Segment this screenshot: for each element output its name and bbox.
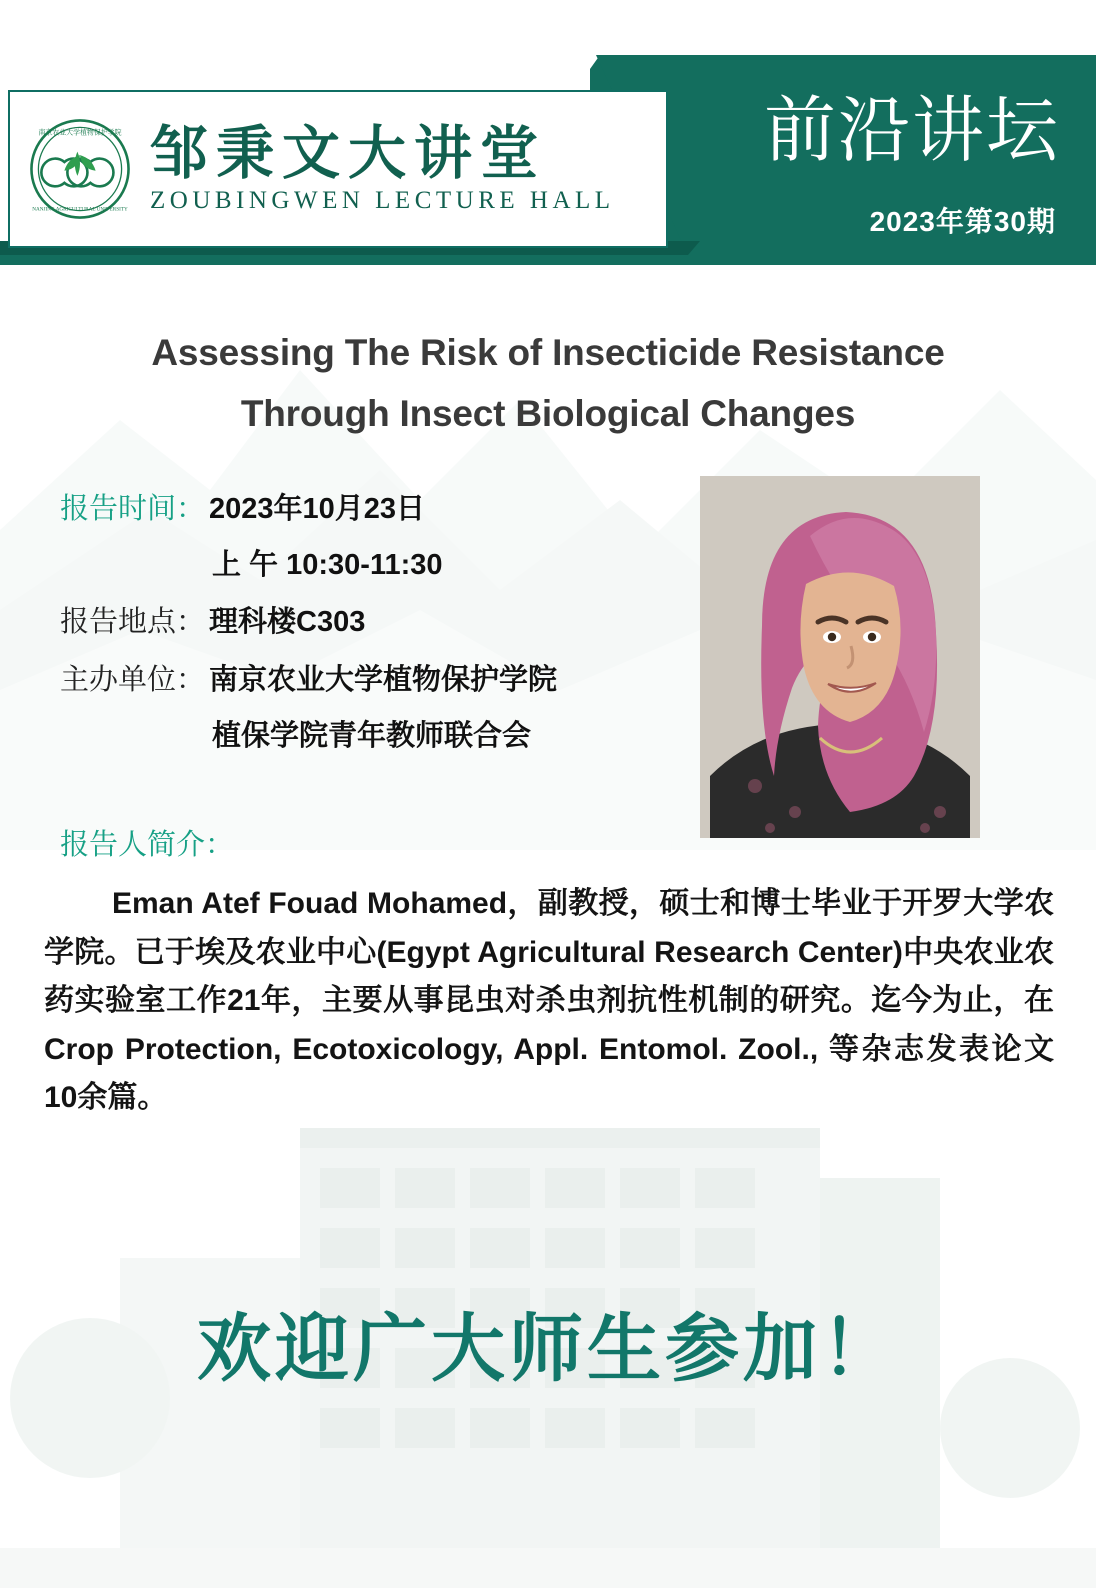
university-emblem-icon — [28, 117, 132, 221]
lecture-info — [60, 488, 680, 772]
logo-title-cn: 邹秉文大讲堂 — [150, 118, 547, 187]
bio-heading: 报告人简介： — [60, 829, 235, 861]
time-value: 2023年10月23日 — [209, 493, 426, 525]
page-title — [60, 322, 1036, 444]
lecture-hall-logo — [8, 90, 668, 248]
host-value-secondary: 植保学院青年教师联合会 — [212, 720, 532, 753]
banner-title: 前沿讲坛 — [763, 88, 1060, 172]
speaker-portrait — [700, 476, 980, 838]
place-value: 理科楼C303 — [209, 606, 366, 639]
time-label: 报告时间： — [60, 493, 206, 525]
poster-header — [0, 0, 1096, 272]
info-row-host — [60, 659, 680, 701]
talk-title-line-2: Through Insect Biological Changes — [240, 393, 856, 435]
time-value-secondary: 上 午 10:30-11:30 — [212, 549, 443, 582]
logo-title-en: ZOUBINGWEN LECTURE HALL — [150, 187, 615, 215]
host-value: 南京农业大学植物保护学院 — [209, 664, 558, 697]
bio-paragraph — [44, 880, 1054, 1123]
speaker-portrait-image — [700, 476, 980, 838]
info-row-time — [60, 488, 680, 530]
info-row-place — [60, 601, 680, 643]
svg-text:南京农业大学植物保护学院: 南京农业大学植物保护学院 — [38, 128, 122, 137]
place-label: 报告地点： — [60, 606, 206, 639]
host-label: 主办单位： — [60, 664, 206, 697]
svg-text:NANJING AGRICULTURAL UNIVERSIT: NANJING AGRICULTURAL UNIVERSITY — [32, 206, 128, 213]
issue-number: 2023年第30期 — [869, 206, 1056, 237]
welcome-slogan: 欢迎广大师生参加！ — [197, 1306, 899, 1392]
bio-text: Eman Atef Fouad Mohamed，副教授，硕士和博士毕业于开罗大学农学院。已于埃及农业中心(Egypt Agricultural Research Center)中央农业农药实验室工作21年，主要从事昆虫对杀虫剂抗性机制的研究。迄今为止，在Crop Protection, Ecotoxicology, Appl. Entomol. Zool., 等杂志发表论文10余篇。 — [44, 887, 1054, 1115]
talk-title-line-1: Assessing The Risk of Insecticide Resistance — [151, 332, 945, 373]
